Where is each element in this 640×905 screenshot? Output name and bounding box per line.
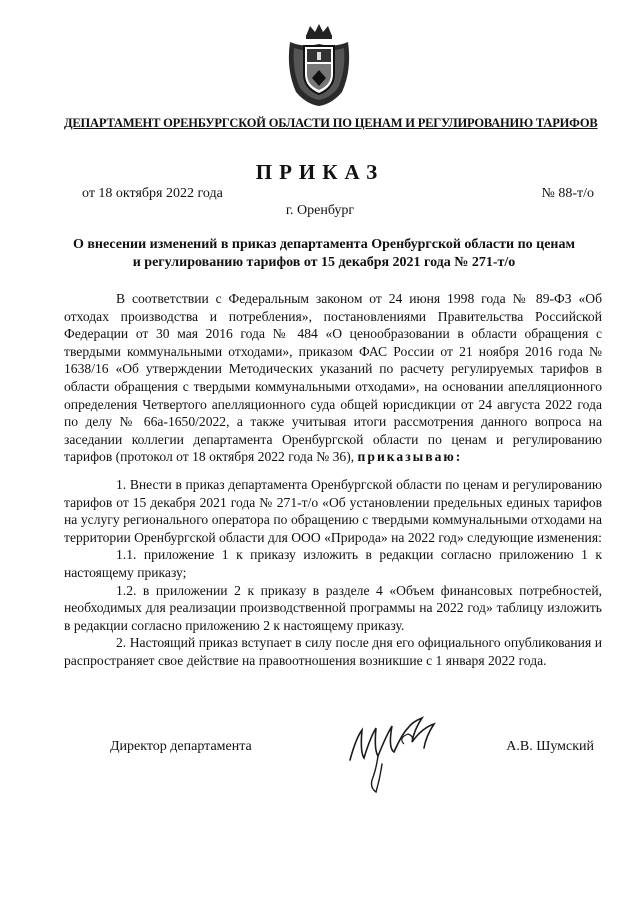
order-subject: О внесении изменений в приказ департамента Оренбургской области по ценам и регулированию тарифов от 15 декабря 2021 года № 271-т/о: [72, 237, 576, 270]
item-1-2-paragraph: 1.2. в приложении 2 к приказу в разделе 4 «Объем финансовых потребностей, необходимых для реализации производственной программы на 2022 год» таблицу изложить в редакции согласно приложению 2 к настоящему приказу.: [64, 582, 602, 633]
department-name: ДЕПАРТАМЕНТ ОРЕНБУРГСКОЙ ОБЛАСТИ ПО ЦЕНАМ И РЕГУЛИРОВАНИЮ ТАРИФОВ: [64, 116, 598, 130]
order-word: приказываю:: [357, 449, 463, 465]
coat-of-arms-icon: [284, 22, 354, 108]
item-1-1-paragraph: 1.1. приложение 1 к приказу изложить в редакции согласно приложению 1 к настоящему приказу;: [64, 547, 602, 580]
order-city: г. Оренбург: [285, 203, 355, 218]
item-1-paragraph: 1. Внести в приказ департамента Оренбургской области по ценам и регулированию тарифов от 15 декабря 2021 года № 271-т/о «Об установлении предельных единых тарифов на услугу регионального оператора по обращению с твердыми коммунальными отходами на территории Оренбургской области для ООО «Природа» на 2022 год» следующие изменения:: [64, 476, 602, 545]
order-body: [64, 290, 602, 669]
signer-name: А.В. Шумский: [506, 739, 594, 754]
document-type-title: ПРИКАЗ: [255, 160, 385, 184]
handwritten-signature: [342, 708, 452, 798]
signer-role: Директор департамента: [110, 739, 252, 754]
preamble-paragraph: [64, 290, 602, 466]
order-number: № 88-т/о: [541, 186, 594, 201]
order-date: от 18 октября 2022 года: [82, 186, 223, 201]
preamble-text: В соответствии с Федеральным законом от 24 июня 1998 года № 89-ФЗ «Об отходах производства и потребления», постановлениями Правительства Российской Федерации от 30 мая 2016 года № 484 «О ценообразовании в области обращения с твердыми коммунальными отходами», приказом ФАС России от 21 ноября 2016 года № 1638/16 «Об утверждении Методических указаний по расчету регулируемых тарифов в области обращения с твердыми коммунальными отходами», на основании апелляционного определения Четвертого апелляционного суда общей юрисдикции от 24 августа 2022 года по делу № 66а-1650/2022, а также учитывая итоги рассмотрения данного вопроса на заседании коллегии департамента Оренбургской области по ценам и регулированию тарифов (протокол от 18 октября 2022 года № 36),: [64, 291, 602, 465]
item-2-paragraph: 2. Настоящий приказ вступает в силу после дня его официального опубликования и распространяет свое действие на правоотношения возникшие с 1 января 2022 года.: [64, 635, 602, 668]
